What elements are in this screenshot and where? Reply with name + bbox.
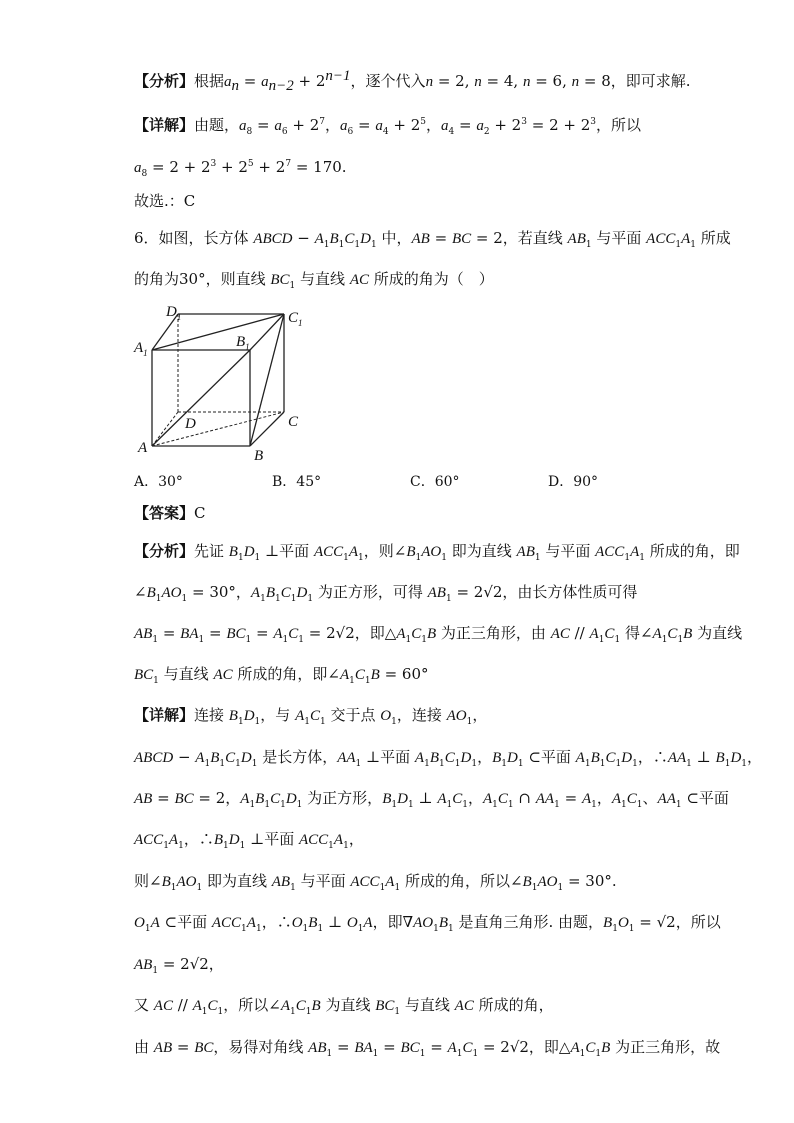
label-B: B <box>254 448 264 464</box>
detail2-line-4: $ACC_1A_1$，$\therefore B_1D_1$ ⊥平面 $ACC_1A_1$， <box>134 830 364 851</box>
detail-line-1: 【详解】由题，$a_8 = a_6 + 2^7$，$a_6 = a_4 + 2^5$，$a_4 = a_2 + 2^3 = 2 + 2^3$，所以 <box>134 116 642 137</box>
option-d: D．90° <box>548 474 599 490</box>
detail2-line-2: ABCD − $A_1B_1C_1D_1$ 是长方体，$AA_1$ ⊥平面 $A_1B_1C_1D_1$，$B_1D_1$ ⊂平面 $A_1B_1C_1D_1$，$\therefore AA_1$ ⊥ $B_1D_1$， <box>134 748 763 769</box>
analysis-line-1: 【分析】根据$a_n = a_{n-2} + 2^{n-1}$，逐个代入n = 2, n = 4, n = 6, n = 8，即可求解. <box>134 68 691 94</box>
detail2-line-9: 由 AB = BC，易得对角线 $AB_1 = BA_1 = BC_1 = A_1C_1 = 2√2$，即$\triangle A_1C_1B$ 为正三角形，故 <box>134 1038 721 1059</box>
analysis2-line-4: $BC_1$ 与直线 AC 所成的角，即$\angle A_1C_1B = 60^\circ$ <box>134 665 429 686</box>
cuboid-figure <box>130 300 310 465</box>
question-line-1: 6．如图，长方体 ABCD − $A_1B_1C_1D_1$ 中，AB = BC = 2，若直线 $AB_1$ 与平面 $ACC_1A_1$ 所成 <box>134 229 731 250</box>
label-C: C <box>288 414 299 430</box>
option-a: A．30° <box>134 474 183 490</box>
answer-line: 【答案】C <box>134 504 206 522</box>
label-C1: $C_1$ <box>288 310 303 328</box>
label-A1: $A_1$ <box>134 340 148 358</box>
label-B1: $B_1$ <box>236 334 250 352</box>
label-D: D <box>185 416 196 432</box>
label-A: A <box>138 440 148 456</box>
detail-line-2: $a_8 = 2 + 2^3 + 2^5 + 2^7 = 170$. <box>134 158 347 179</box>
analysis2-line-1: 【分析】先证 $B_1D_1$ ⊥平面 $ACC_1A_1$，则$\angle B_1AO_1$ 即为直线 $AB_1$ 与平面 $ACC_1A_1$ 所成的角，即 <box>134 542 740 563</box>
detail2-line-7: $AB_1 = 2√2$， <box>134 955 224 976</box>
option-c: C．60° <box>410 474 460 490</box>
detail2-line-6: $O_1A$ ⊂平面 $ACC_1A_1$，$\therefore O_1B_1$ ⊥ $O_1A$，即$\nabla AO_1B_1$ 是直角三角形. 由题，$B_1O_1 = √2$，所以 <box>134 913 721 934</box>
choice-line: 故选.：C <box>134 192 196 210</box>
question-line-2: 的角为30°，则直线 $BC_1$ 与直线 AC 所成的角为（ ） <box>134 270 494 291</box>
detail2-line-1: 【详解】连接 $B_1D_1$，与 $A_1C_1$ 交于点 $O_1$，连接 $AO_1$， <box>134 706 488 727</box>
detail2-line-5: 则$\angle B_1AO_1$ 即为直线 $AB_1$ 与平面 $ACC_1A_1$ 所成的角，所以$\angle B_1AO_1 = 30^\circ$. <box>134 872 617 893</box>
analysis2-line-3: $AB_1 = BA_1 = BC_1 = A_1C_1 = 2√2$，即$\triangle A_1C_1B$ 为正三角形，由 AC // $A_1C_1$ 得$\angle A_1C_1B$ 为直线 <box>134 624 743 645</box>
detail2-line-8: 又 AC // $A_1C_1$，所以$\angle A_1C_1B$ 为直线 $BC_1$ 与直线 AC 所成的角， <box>134 996 554 1017</box>
analysis2-line-2: $\angle B_1AO_1 = 30^\circ$，$A_1B_1C_1D_1$ 为正方形，可得 $AB_1 = 2√2$，由长方体性质可得 <box>134 583 638 604</box>
label-D1: $D_1$ <box>166 304 182 322</box>
option-b: B．45° <box>272 474 322 490</box>
detail2-line-3: AB = BC = 2，$A_1B_1C_1D_1$ 为正方形，$B_1D_1$ ⊥ $A_1C_1$，$A_1C_1$ ∩ $AA_1 = A_1$，$A_1C_1$、$AA_1$ ⊂平面 <box>134 789 729 810</box>
